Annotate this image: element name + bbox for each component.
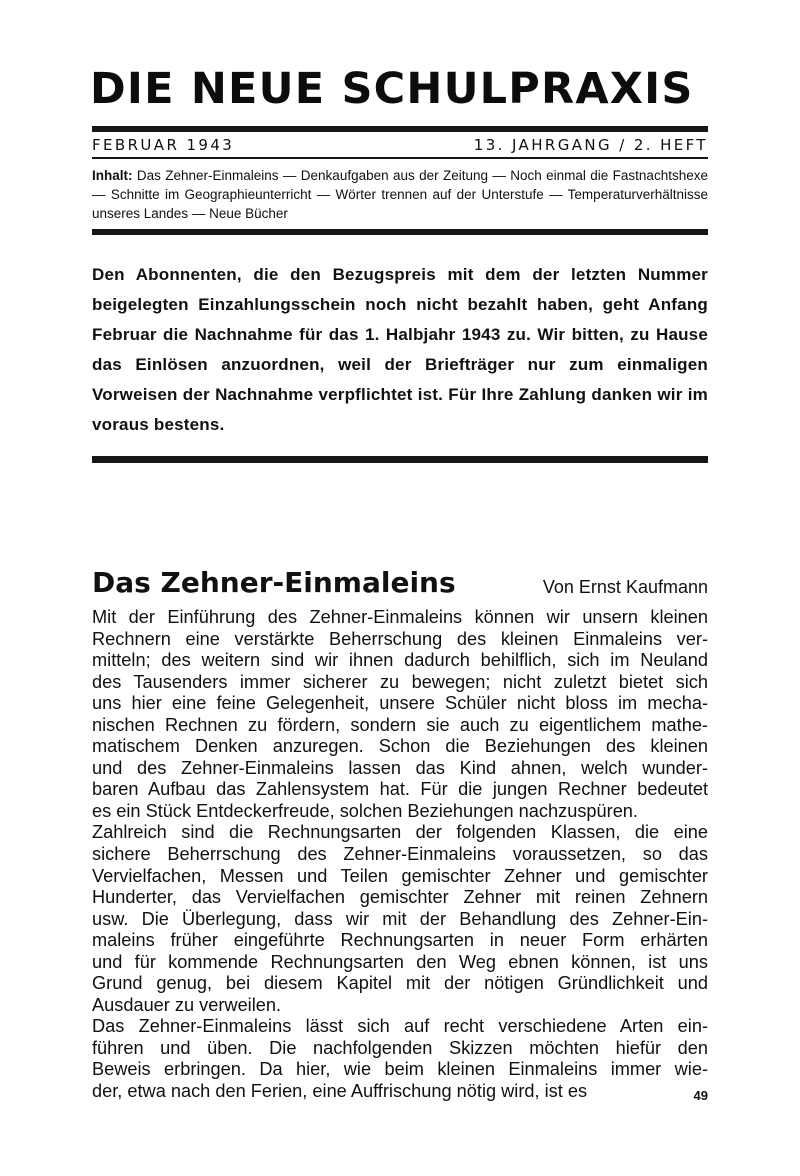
article-line: Vervielfachen, Messen und Teilen gemischter Zehner und gemischter <box>92 865 708 886</box>
journal-page <box>92 0 708 1176</box>
contents-label: Inhalt: <box>92 168 133 183</box>
article-line: der, etwa nach den Ferien, eine Auffrischung nötig wird, ist es <box>92 1081 588 1102</box>
article-line: matischem Denken anzuregen. Schon die Beziehungen des kleinen <box>92 736 708 757</box>
article-line: und des Zehner-Einmaleins lassen das Kind ahnen, welch wunder- <box>92 757 708 778</box>
masthead-rule <box>92 126 708 132</box>
article-line: führen und üben. Die nachfolgenden Skizzen möchten hiefür den <box>92 1037 708 1058</box>
article-line: Hunderter, das Vervielfachen gemischter Zehner mit reinen Zehnern <box>92 887 708 908</box>
issue-info-row <box>92 134 708 156</box>
article-line: Grund genug, bei diesem Kapitel mit der nötigen Gründlichkeit und <box>92 973 708 994</box>
article-line: es ein Stück Entdeckerfreude, solchen Beziehungen nachzuspüren. <box>92 800 638 821</box>
contents-text: Das Zehner-Einmaleins — Denkaufgaben aus der Zeitung — Noch einmal die Fastnachtshexe — Schnitte im Geographieunterricht — Wörter trennen auf der Unterstufe — Temperaturverhältnisse unseres Landes — Neue Bücher <box>92 168 708 221</box>
article-line: nischen Rechnen zu fördern, sondern sie auch zu eigentlichem mathe- <box>92 714 708 735</box>
article-line: des Tausenders immer sicherer zu bewegen; nicht zuletzt bietet sich <box>92 671 708 692</box>
issue-number: 13. JAHRGANG / 2. HEFT <box>473 136 708 154</box>
article-line: Rechnern eine verstärkte Beherrschung des kleinen Einmaleins ver- <box>92 628 708 649</box>
article-line: Zahlreich sind die Rechnungsarten der folgenden Klassen, die eine <box>92 822 708 843</box>
article-body <box>92 607 708 1103</box>
contents-rule <box>92 229 708 235</box>
article-line: und für kommende Rechnungsarten den Weg ebnen können, ist uns <box>92 951 708 972</box>
article-line: Ausdauer zu verweilen. <box>92 994 282 1015</box>
issue-rule <box>92 157 708 159</box>
notice-rule <box>92 456 708 463</box>
article-header <box>92 565 708 605</box>
subscriber-notice: Den Abonnenten, die den Bezugspreis mit dem der letzten Nummer beigelegten Einzahlungsschein noch nicht bezahlt haben, geht Anfang Februar die Nachnahme für das 1. Halbjahr 1943 zu. Wir bitten, zu Hause das Einlösen anzuordnen, weil der Briefträger nur zum einmaligen Vorweisen der Nachnahme verpflichtet ist. Für Ihre Zahlung danken wir im voraus bestens. <box>92 265 708 434</box>
article-line: baren Aufbau das Zahlensystem hat. Für die jungen Rechner bedeutet <box>92 779 708 800</box>
article-line: sichere Beherrschung des Zehner-Einmaleins voraussetzen, so das <box>92 844 708 865</box>
issue-date: FEBRUAR 1943 <box>92 136 235 154</box>
table-of-contents <box>92 166 708 223</box>
article-line: Beweis erbringen. Da hier, wie beim kleinen Einmaleins immer wie- <box>92 1059 708 1080</box>
article-author: Von Ernst Kaufmann <box>542 577 708 597</box>
article-line: Mit der Einführung des Zehner-Einmaleins können wir unsern kleinen <box>92 607 708 627</box>
article-title: Das Zehner-Einmaleins <box>92 566 456 599</box>
page-number: 49 <box>693 1088 708 1103</box>
article-line: mitteln; des weitern sind wir ihnen dadurch behilflich, sich im Neuland <box>92 650 708 671</box>
article-line: usw. Die Überlegung, dass wir mit der Behandlung des Zehner-Ein- <box>92 908 708 929</box>
article-line: uns hier eine feine Gelegenheit, unsere Schüler nicht bloss im mecha- <box>92 693 708 714</box>
masthead-title: DIE NEUE SCHULPRAXIS <box>90 64 694 114</box>
article-line: Das Zehner-Einmaleins lässt sich auf recht verschiedene Arten ein- <box>92 1016 708 1037</box>
article-line: maleins früher eingeführte Rechnungsarten in neuer Form erhärten <box>92 930 708 951</box>
